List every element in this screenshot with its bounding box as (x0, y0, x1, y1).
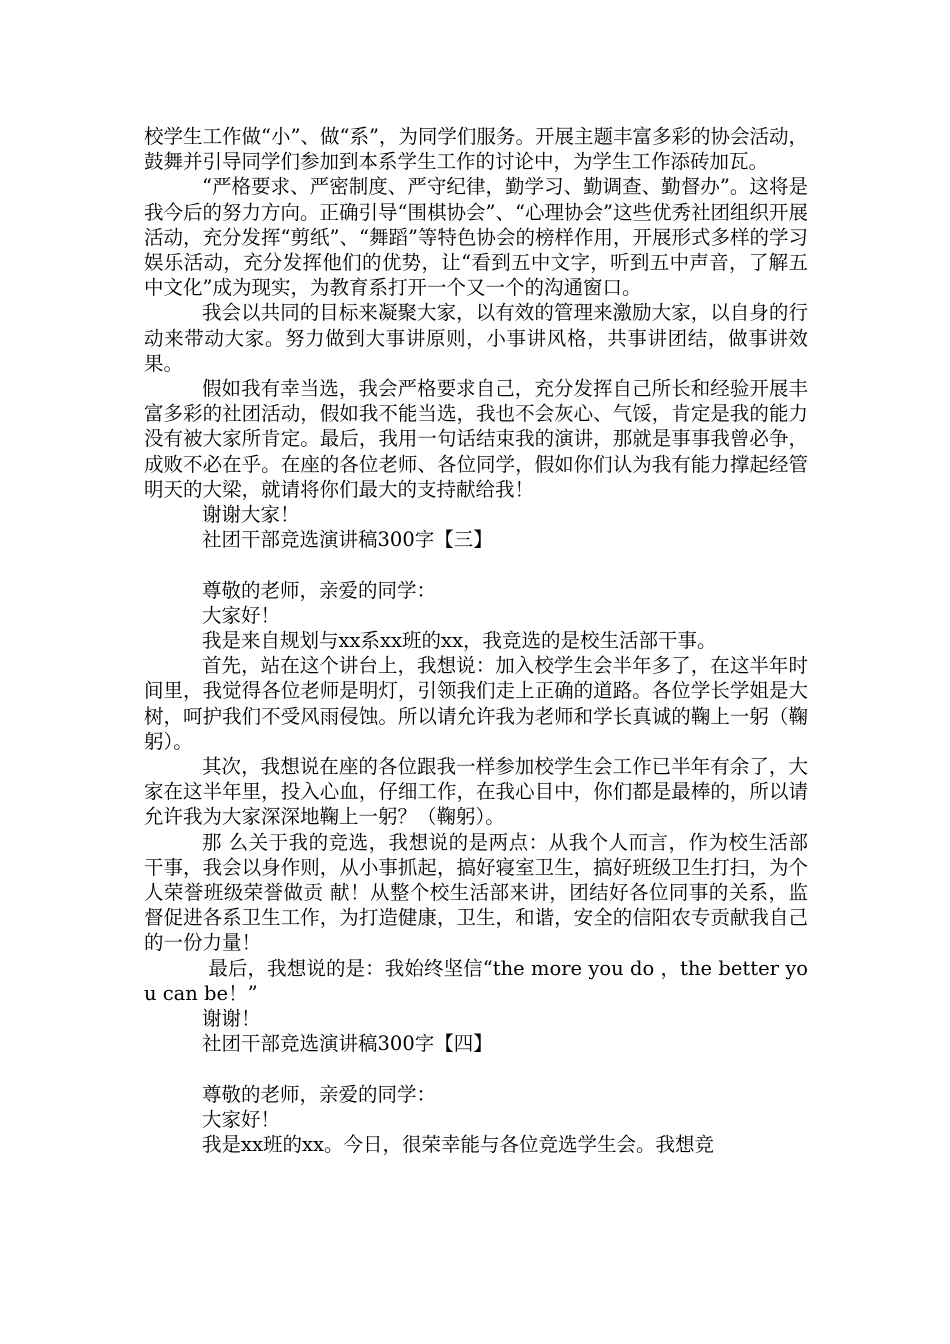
paragraph: 我是xx班的xx。今日，很荣幸能与各位竞选学生会。我想竞 (202, 1133, 714, 1157)
paragraph: 最后，我想说的是：我始终坚信“the more you do ，the better you can be！” (144, 956, 808, 1005)
closing-line: 谢谢！ (202, 1007, 261, 1031)
paragraph: 我是来自规划与xx系xx班的xx，我竞选的是校生活部干事。 (202, 629, 717, 653)
section-heading: 社团干部竞选演讲稿300字【三】 (202, 528, 493, 552)
paragraph: 那 么关于我的竞选，我想说的是两点：从我个人而言，作为校生活部干事，我会以身作则，从小事抓起，搞好寝室卫生，搞好班级卫生打扫，为个人荣誉班级荣誉做贡 献！从整个校生活部来讲，团结好各位同事的关系，监督促进各系卫生工作，为打造健康，卫生，和谐，安全的信阳农专贡献我自己的一份力量！ (144, 830, 808, 955)
greeting: 大家好！ (202, 1107, 281, 1131)
paragraph: 校学生工作做“小”、做“系”，为同学们服务。开展主题丰富多彩的协会活动，鼓舞并引导同学们参加到本系学生工作的讨论中，为学生工作添砖加瓦。 (144, 125, 808, 174)
paragraph: 其次，我想说在座的各位跟我一样参加校学生会工作已半年有余了，大家在这半年里，投入心血，仔细工作，在我心目中，你们都是最棒的，所以请允许我为大家深深地鞠上一躬？（鞠躬）。 (144, 755, 808, 829)
section-heading: 社团干部竞选演讲稿300字【四】 (202, 1032, 493, 1056)
paragraph: “严格要求、严密制度、严守纪律，勤学习、勤调查、勤督办”。这将是我今后的努力方向。正确引导“围棋协会”、“心理协会”这些优秀社团组织开展活动，充分发挥“剪纸”、“舞蹈”等特色协会的榜样作用，开展形式多样的学习娱乐活动，充分发挥他们的优势，让“看到五中文字，听到五中声音，了解五中文化”成为现实，为教育系打开一个又一个的沟通窗口。 (144, 175, 808, 300)
paragraph: 首先，站在这个讲台上，我想说：加入校学生会半年多了，在这半年时间里，我觉得各位老师是明灯，引领我们走上正确的道路。各位学长学姐是大树，呵护我们不受风雨侵蚀。所以请允许我为老师和学长真诚的鞠上一躬（鞠躬）。 (144, 654, 808, 753)
salutation: 尊敬的老师，亲爱的同学： (202, 1082, 437, 1106)
blank-line (144, 552, 808, 577)
paragraph: 我会以共同的目标来凝聚大家，以有效的管理来激励大家，以自身的行动来带动大家。努力做到大事讲原则，小事讲风格，共事讲团结，做事讲效果。 (144, 301, 808, 375)
greeting: 大家好！ (202, 603, 281, 627)
document-page (144, 124, 808, 1157)
blank-line (144, 1057, 808, 1082)
paragraph: 假如我有幸当选，我会严格要求自己，充分发挥自己所长和经验开展丰富多彩的社团活动，假如我不能当选，我也不会灰心、气馁，肯定是我的能力没有被大家所肯定。最后，我用一句话结束我的演讲，那就是事事我曾必争，成败不必在乎。在座的各位老师、各位同学，假如你们认为我有能力撑起经管明天的大梁，就请将你们最大的支持献给我！ (144, 377, 808, 501)
closing-line: 谢谢大家！ (202, 503, 300, 527)
salutation: 尊敬的老师，亲爱的同学： (202, 578, 437, 602)
